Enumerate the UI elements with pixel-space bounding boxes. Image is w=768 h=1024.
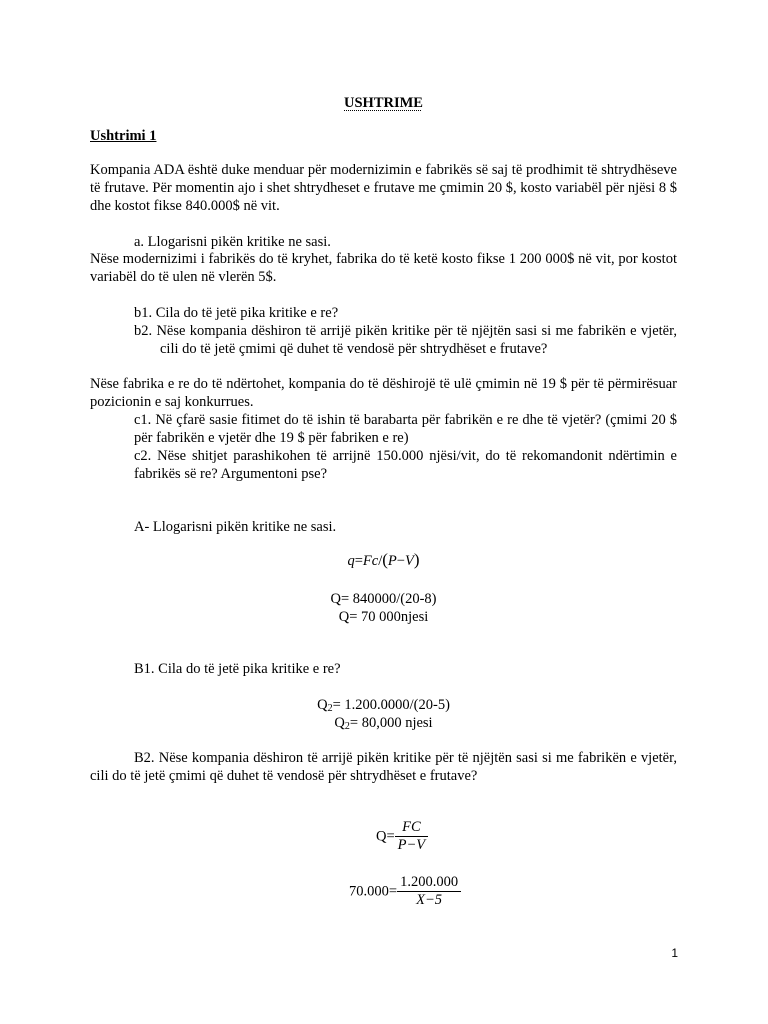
answer-b1-line2	[90, 714, 677, 736]
question-c2: c2. Nëse shitjet parashikohen të arrijnë 150.000 njësi/vit, do të rekomandonit ndërtimin e fabrikës së re? Argumentoni pse?	[134, 448, 677, 482]
doc-title-text: USHTRIME	[344, 95, 423, 111]
b1-q2: Q	[334, 715, 345, 731]
answer-b1-heading: B1. Cila do të jetë pika kritike e re?	[134, 661, 341, 677]
formula-fc: Fc	[362, 553, 379, 569]
question-a: a. Llogarisni pikën kritike ne sasi.	[134, 234, 331, 250]
section-heading	[90, 127, 677, 145]
frac2-denominator: X−5	[416, 892, 443, 908]
formula-slash: /	[378, 553, 383, 569]
intro-paragraph: Kompania ADA është duke menduar për modernizimin e fabrikës së saj të prodhimit të shtrydhëseve të frutave. Për momentin ajo i shet shtrydheset e frutave me çmimin 20 $, kosto variabël për njësi 8 $ dhe kostot fikse 840.000$ në vit.	[90, 162, 677, 214]
section-heading-text: Ushtrimi 1	[90, 128, 157, 144]
answer-b2-text: B2. Nëse kompania dëshiron të arrijë pikën kritike për të njëjtën sasi si me fabrikën e vjetër, cili do të jetë çmimi që duhet të vendosë për shtrydhëset e frutave?	[90, 750, 677, 784]
formula-q: q	[347, 553, 355, 569]
formula-break-even	[90, 551, 677, 570]
frac2-numerator: 1.200.000	[397, 874, 461, 892]
frac1-denominator: P−V	[397, 837, 426, 853]
answer-a-line1: Q= 840000/(20-8)	[330, 591, 437, 607]
b1-q2-sub: 2	[344, 721, 350, 732]
fraction-formula-2	[349, 874, 461, 909]
formula-eq: =	[354, 553, 363, 569]
modernization-paragraph: Nëse modernizimi i fabrikës do të kryhet, fabrika do të ketë kosto fikse 1 200 000$ në vit, por kostot variabël do të ulen në vlerën 5$.	[90, 251, 677, 285]
formula-rparen: )	[413, 550, 420, 569]
new-factory-paragraph: Nëse fabrika e re do të ndërtohet, kompania do të dëshirojë të ulë çmimin në 19 $ për të përmirësuar pozicionin e saj konkurrues.	[90, 376, 677, 410]
doc-title	[90, 94, 677, 112]
question-b2: b2. Nëse kompania dëshiron të arrijë pikën kritike për të njëjtën sasi si me fabrikën e vjetër, cili do të jetë çmimi që duhet të vendosë për shtrydhëset e frutave?	[134, 323, 677, 357]
b1-q: Q	[317, 697, 328, 713]
question-b1: b1. Cila do të jetë pika kritike e re?	[134, 305, 339, 321]
frac2-lhs: 70.000=	[349, 883, 398, 900]
answer-a-line2: Q= 70 000njesi	[338, 609, 429, 625]
b1-q-sub: 2	[327, 703, 333, 714]
b1-line2-rest: = 80,000 njesi	[349, 715, 433, 731]
frac1-numerator: FC	[395, 819, 429, 837]
formula-p: P	[387, 553, 397, 569]
frac1-lhs: Q=	[376, 828, 395, 845]
formula-lparen: (	[382, 550, 388, 569]
fraction-formula-1	[376, 819, 428, 854]
frac2	[397, 874, 461, 909]
answer-a-heading: A- Llogarisni pikën kritike ne sasi.	[134, 519, 337, 535]
question-c1: c1. Në çfarë sasie fitimet do të ishin të barabarta për fabrikën e re dhe të vjetër? (çmimi 20 $ për fabrikën e vjetër dhe 19 $ për fabriken e re)	[134, 412, 677, 446]
formula-v: V	[404, 553, 414, 569]
page-number: 1	[671, 946, 678, 960]
b1-line1-rest: = 1.200.0000/(20-5)	[332, 697, 450, 713]
frac1	[395, 819, 429, 854]
formula-minus: −	[396, 553, 405, 569]
